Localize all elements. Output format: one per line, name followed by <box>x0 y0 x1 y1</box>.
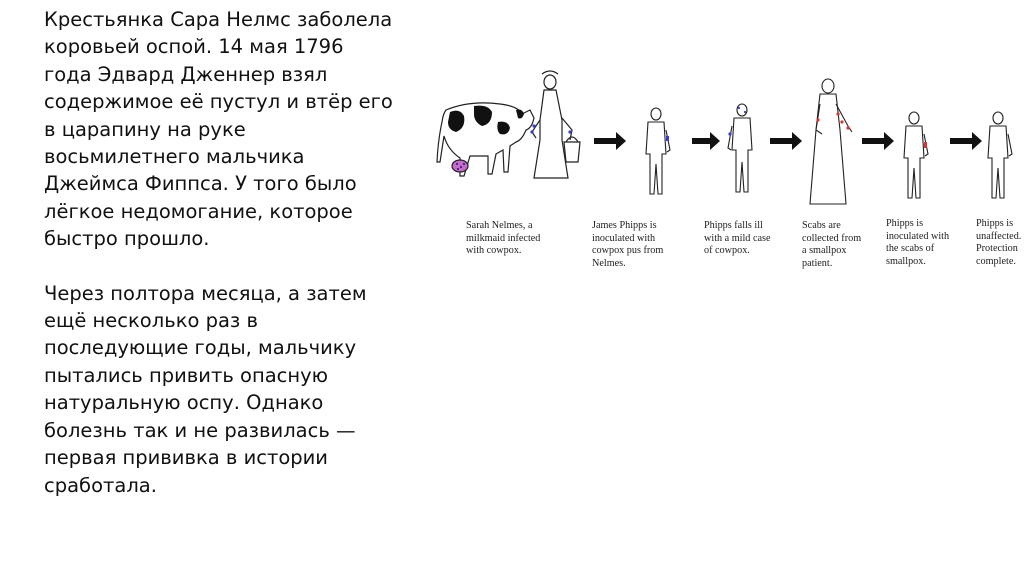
arrow-right-icon <box>692 132 720 150</box>
jenner-vaccination-diagram <box>430 70 1024 300</box>
boy-figure-icon <box>728 104 752 192</box>
smallpox-patient-icon <box>810 79 852 204</box>
boy-figure-icon <box>646 108 670 194</box>
milkmaid-icon <box>530 71 580 178</box>
boy-figure-icon <box>904 112 928 198</box>
arrow-right-icon <box>862 132 894 150</box>
arrow-right-icon <box>594 132 626 150</box>
caption-scabs-collected: Scabs are collected from a smallpox patient. <box>802 220 862 269</box>
boy-figure-icon <box>988 112 1012 198</box>
arrow-right-icon <box>770 132 802 150</box>
caption-phipps-falls-ill: Phipps falls ill with a mild case of cowpox. <box>704 220 771 257</box>
caption-phipps-unaffected: Phipps is unaffected. Protection complete. <box>976 218 1022 267</box>
caption-sarah-nelmes: Sarah Nelmes, a milkmaid infected with cowpox. <box>466 220 541 257</box>
narrative-text <box>44 6 424 499</box>
cow-icon <box>437 103 534 176</box>
arrow-right-icon <box>950 132 982 150</box>
caption-phipps-inoculated-smallpox: Phipps is inoculated with the scabs of smallpox. <box>886 218 950 267</box>
paragraph-cowpox-infection: Крестьянка Сара Нелмс заболела коровьей оспой. 14 мая 1796 года Эдвард Дженнер взял содержимое её пустул и втёр его в царапину на руке восьмилетнего мальчика Джеймса Фиппса. У того было лёгкое недомогание, которое быстро прошло. <box>44 8 393 251</box>
caption-james-phipps-inoculated: James Phipps is inoculated with cowpox pus from Nelmes. <box>592 220 664 269</box>
paragraph-smallpox-test: Через полтора месяца, а затем ещё несколько раз в последующие годы, мальчику пытались привить опасную натуральную оспу. Однако болезнь так и не развилась — первая прививка в истории сработала. <box>44 281 367 497</box>
